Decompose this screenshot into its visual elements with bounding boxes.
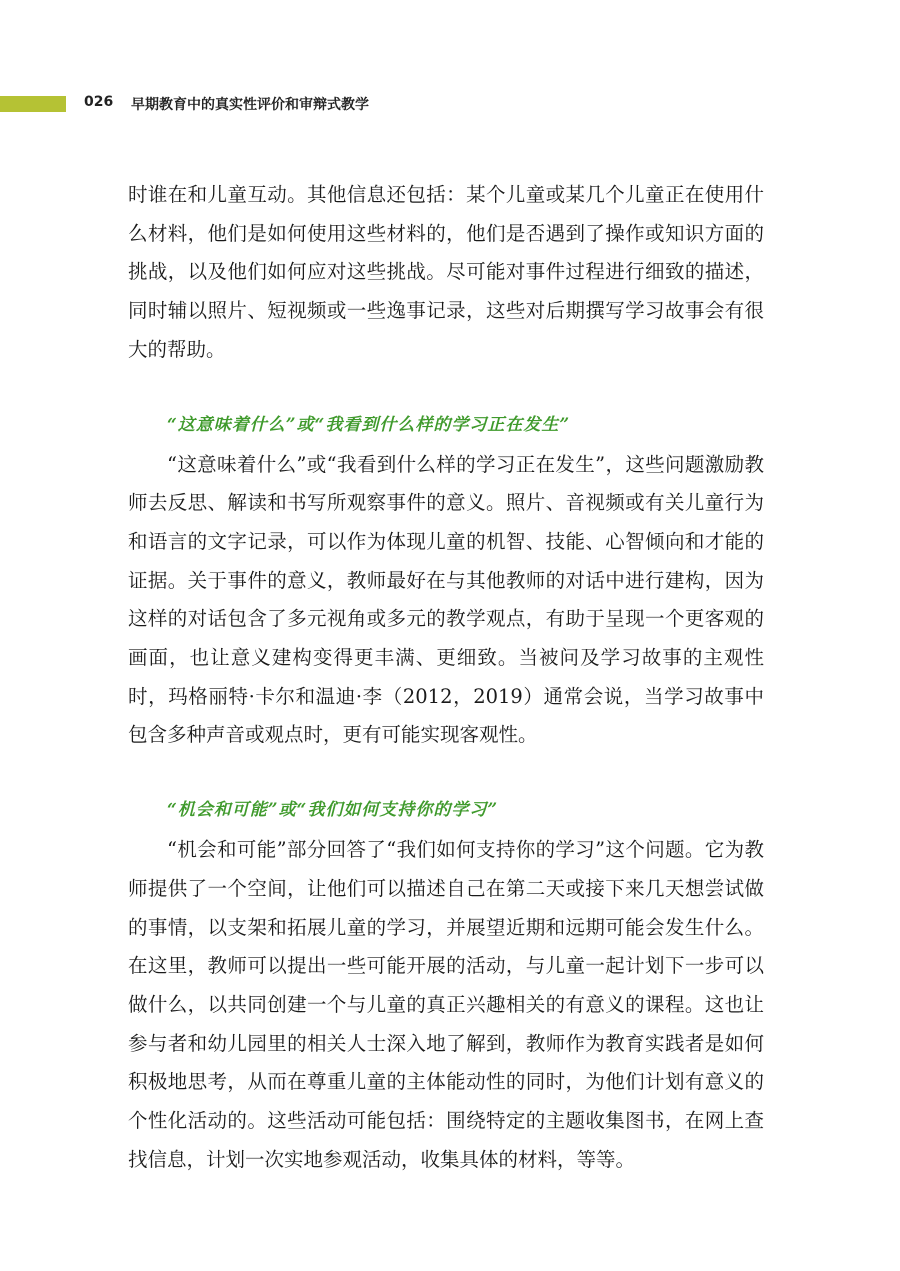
- page-body: [128, 176, 764, 1179]
- paragraph-2: “这意味着什么”或“我看到什么样的学习正在发生”，这些问题激励教师去反思、解读和书写所观察事件的意义。照片、音视频或有关儿童行为和语言的文字记录，可以作为体现儿童的机智、技能、心智倾向和才能的证据。关于事件的意义，教师最好在与其他教师的对话中进行建构，因为这样的对话包含了多元视角或多元的教学观点，有助于呈现一个更客观的画面，也让意义建构变得更丰满、更细致。当被问及学习故事的主观性时，玛格丽特·卡尔和温迪·李（2012，2019）通常会说，当学习故事中包含多种声音或观点时，更有可能实现客观性。: [128, 452, 764, 747]
- header-accent-bar: [0, 96, 66, 112]
- section-heading-meaning: “这意味着什么”或“我看到什么样的学习正在发生”: [167, 414, 571, 435]
- section-heading-opportunities: “机会和可能”或“我们如何支持你的学习”: [167, 800, 499, 821]
- page-number: 026: [84, 94, 114, 110]
- running-title: 早期教育中的真实性评价和审辩式教学: [131, 97, 369, 113]
- paragraph-1: 时谁在和儿童互动。其他信息还包括：某个儿童或某几个儿童正在使用什么材料，他们是如何使用这些材料的，他们是否遇到了操作或知识方面的挑战，以及他们如何应对这些挑战。尽可能对事件过程进行细致的描述，同时辅以照片、短视频或一些逸事记录，这些对后期撰写学习故事会有很大的帮助。: [128, 183, 764, 361]
- paragraph-3: “机会和可能”部分回答了“我们如何支持你的学习”这个问题。它为教师提供了一个空间，让他们可以描述自己在第二天或接下来几天想尝试做的事情，以支架和拓展儿童的学习，并展望近期和远期可能会发生什么。在这里，教师可以提出一些可能开展的活动，与儿童一起计划下一步可以做什么，以共同创建一个与儿童的真正兴趣相关的有意义的课程。这也让参与者和幼儿园里的相关人士深入地了解到，教师作为教育实践者是如何积极地思考，从而在尊重儿童的主体能动性的同时，为他们计划有意义的个性化活动的。这些活动可能包括：围绕特定的主题收集图书，在网上查找信息，计划一次实地参观活动，收集具体的材料，等等。: [128, 838, 764, 1171]
